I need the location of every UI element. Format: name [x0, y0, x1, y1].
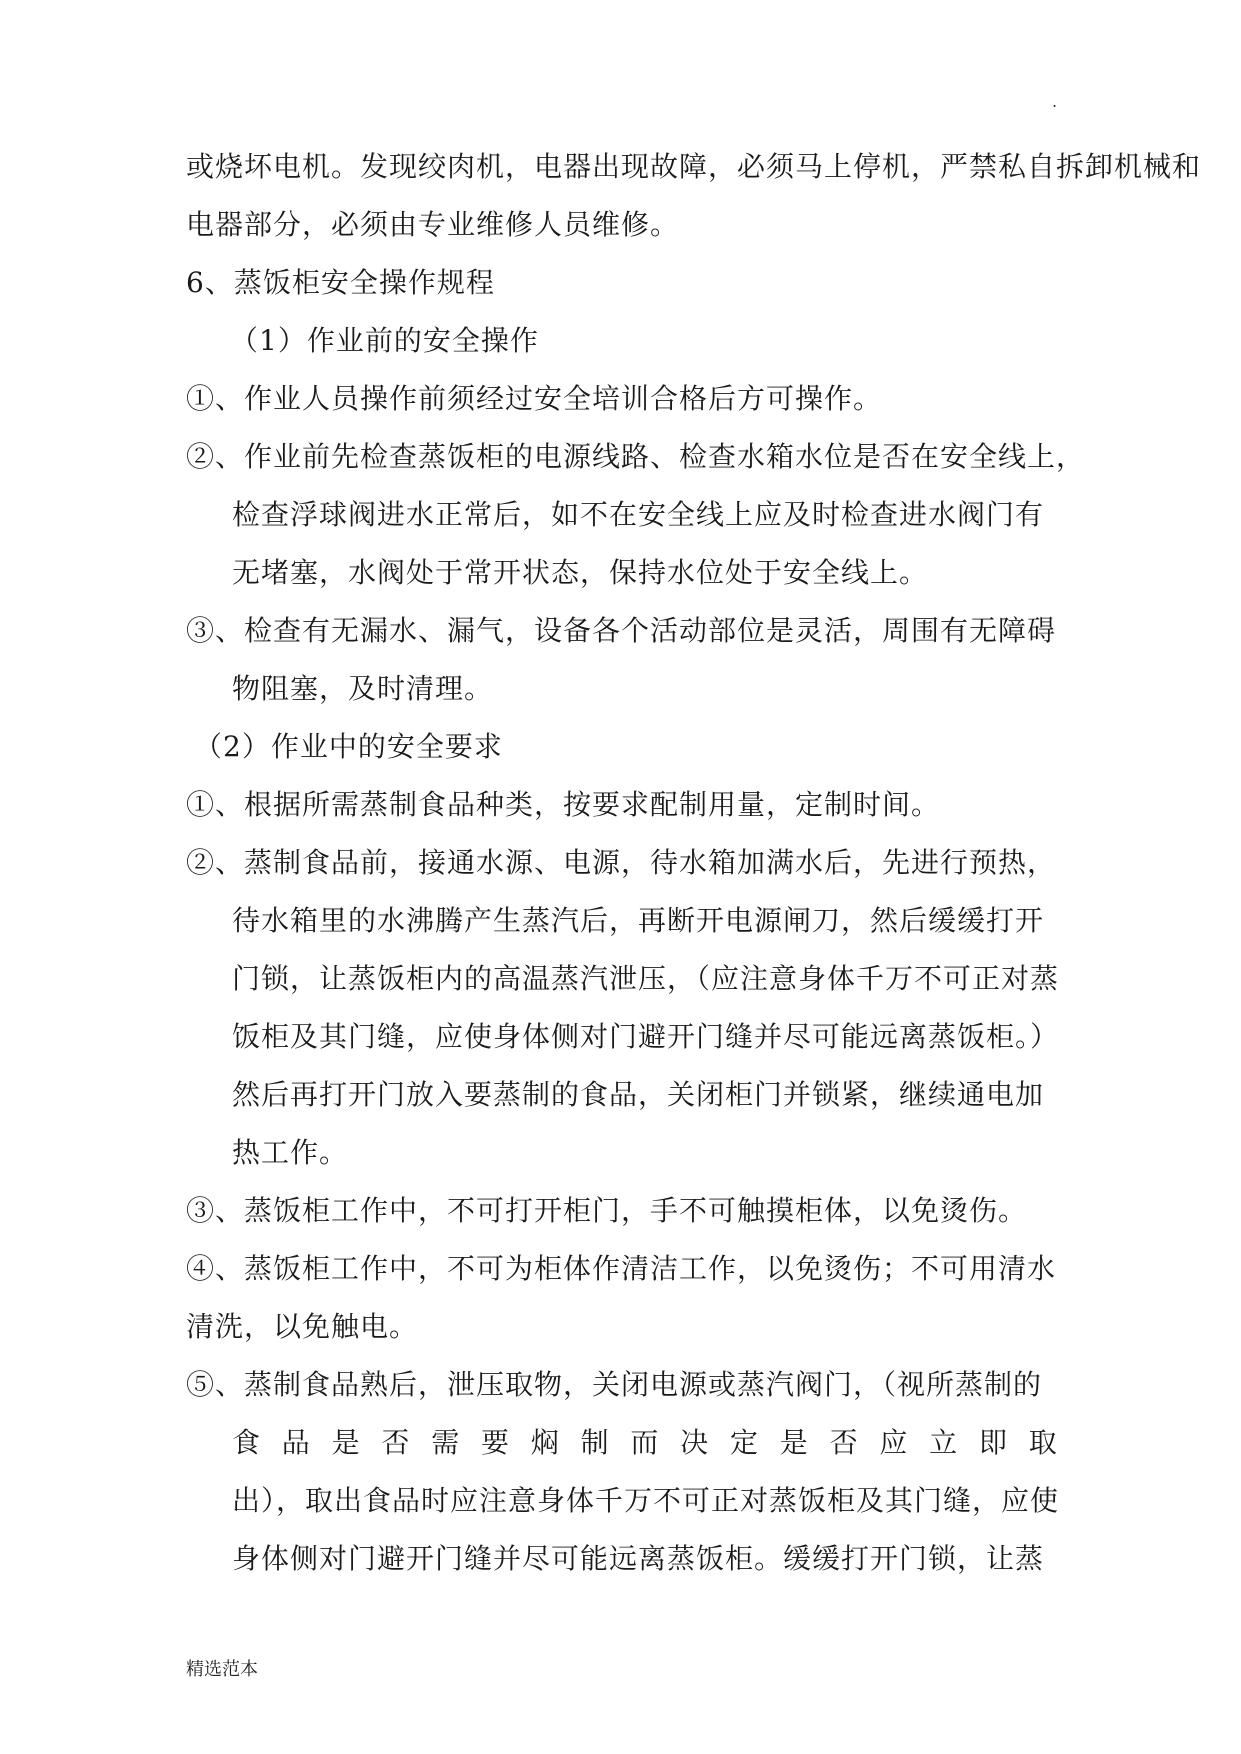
justified-char: 定: [729, 1426, 759, 1459]
list-item-continuation: 物阻塞，及时清理。: [232, 672, 494, 705]
list-item: ②、蒸制食品前，接通水源、电源，待水箱加满水后，先进行预热，: [186, 846, 1057, 879]
justified-char: 取: [1028, 1426, 1058, 1459]
justified-char: 即: [978, 1426, 1008, 1459]
subsection-heading: （2）作业中的安全要求: [194, 730, 503, 763]
list-item-continuation: 清洗，以免触电。: [186, 1310, 419, 1343]
list-item: ⑤、蒸制食品熟后，泄压取物，关闭电源或蒸汽阀门，（视所蒸制的: [186, 1368, 1043, 1401]
justified-char: 品: [281, 1426, 311, 1459]
justified-char: 立: [929, 1426, 959, 1459]
justified-char: 而: [630, 1426, 660, 1459]
list-item-continuation: [186, 1414, 1056, 1472]
justified-char: 需: [431, 1426, 461, 1459]
paragraph-line: 或烧坏电机。发现绞肉机，电器出现故障，必须马上停机，严禁私自拆卸机械和: [186, 150, 1202, 183]
list-item-continuation: 待水箱里的水沸腾产生蒸汽后，再断开电源闸刀，然后缓缓打开: [232, 904, 1045, 937]
list-item: ①、根据所需蒸制食品种类，按要求配制用量，定制时间。: [186, 788, 941, 821]
justified-char: 食: [232, 1426, 262, 1459]
list-item-continuation: 饭柜及其门缝，应使身体侧对门避开门缝并尽可能远离蒸饭柜。）: [232, 1020, 1060, 1053]
list-item: ②、作业前先检查蒸饭柜的电源线路、检查水箱水位是否在安全线上，: [186, 440, 1086, 473]
list-item-continuation: 出），取出食品时应注意身体千万不可正对蒸饭柜及其门缝，应使: [232, 1484, 1060, 1517]
justified-char: 要: [480, 1426, 510, 1459]
list-item-continuation: 然后再打开门放入要蒸制的食品，关闭柜门并锁紧，继续通电加: [232, 1078, 1045, 1111]
justified-char: 制: [580, 1426, 610, 1459]
list-item: ①、作业人员操作前须经过安全培训合格后方可操作。: [186, 382, 883, 415]
list-item-continuation: 身体侧对门避开门缝并尽可能远离蒸饭柜。缓缓打开门锁，让蒸: [232, 1542, 1045, 1575]
justified-char: 决: [680, 1426, 710, 1459]
list-item: ③、蒸饭柜工作中，不可打开柜门，手不可触摸柜体，以免烫伤。: [186, 1194, 1028, 1227]
list-item-continuation: 门锁，让蒸饭柜内的高温蒸汽泄压，（应注意身体千万不可正对蒸: [232, 962, 1060, 995]
list-item: ④、蒸饭柜工作中，不可为柜体作清洁工作，以免烫伤；不可用清水: [186, 1252, 1057, 1285]
footer-label: 精选范本: [186, 1659, 258, 1680]
justified-char: 否: [381, 1426, 411, 1459]
list-item-continuation: 热工作。: [232, 1136, 349, 1169]
subsection-heading: （1）作业前的安全操作: [230, 324, 539, 357]
list-item: ③、检查有无漏水、漏气，设备各个活动部位是灵活，周围有无障碍: [186, 614, 1057, 647]
page-marker: .: [1052, 92, 1058, 111]
justified-char: 是: [779, 1426, 809, 1459]
justified-char: 焖: [530, 1426, 560, 1459]
section-heading: 6、蒸饭柜安全操作规程: [186, 266, 495, 299]
justified-char: 是: [331, 1426, 361, 1459]
justified-char: 否: [829, 1426, 859, 1459]
justified-char: 应: [879, 1426, 909, 1459]
paragraph-line: 电器部分，必须由专业维修人员维修。: [186, 208, 680, 241]
list-item-continuation: 检查浮球阀进水正常后，如不在安全线上应及时检查进水阀门有: [232, 498, 1045, 531]
justified-line: [232, 1414, 1058, 1472]
document-body: [186, 138, 1202, 1588]
list-item-continuation: 无堵塞，水阀处于常开状态，保持水位处于安全线上。: [232, 556, 929, 589]
